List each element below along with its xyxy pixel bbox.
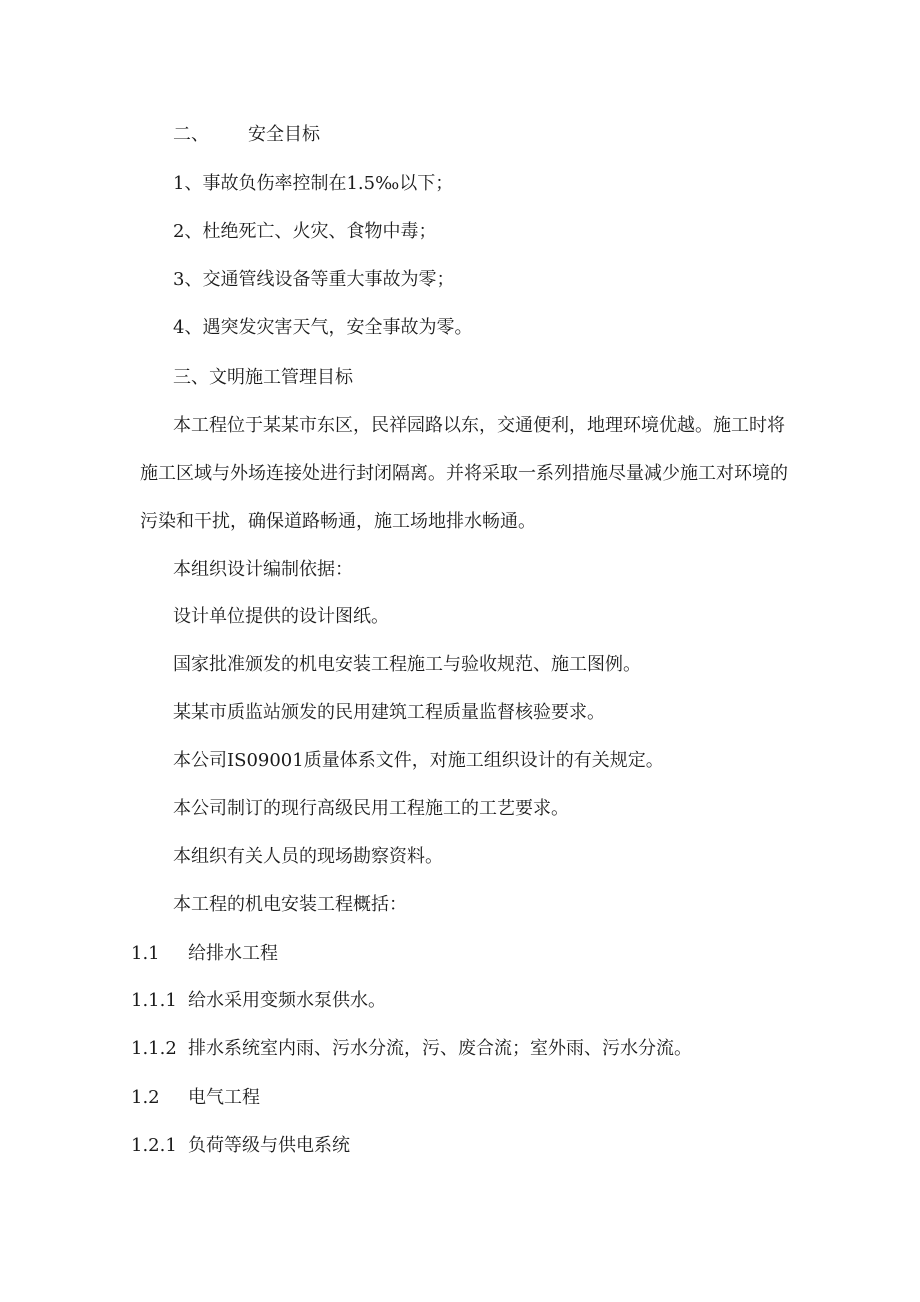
safety-item-4: 4、遇突发灾害天气，安全事故为零。 [173,317,473,338]
safety-item-2: 2、杜绝死亡、火灾、食物中毒； [173,221,437,242]
section2-marker: 二、 [173,124,209,145]
heading-number: 1.1 [131,943,160,964]
overview-heading: 本工程的机电安装工程概括： [173,894,407,915]
section2-title: 安全目标 [248,124,320,145]
safety-item-3: 3、交通管线设备等重大事故为零； [173,269,455,290]
safety-item-1: 1、事故负伤率控制在1.5‰以下； [173,173,454,194]
heading-text: 给水采用变频水泵供水。 [188,990,386,1011]
basis-item-5: 本公司制订的现行高级民用工程施工的工艺要求。 [173,798,569,819]
basis-item-4: 本公司IS09001质量体系文件，对施工组织设计的有关规定。 [173,750,664,771]
section3-title: 三、文明施工管理目标 [173,367,353,388]
basis-item-3: 某某市质监站颁发的民用建筑工程质量监督核验要求。 [173,702,605,723]
heading-text: 负荷等级与供电系统 [188,1135,350,1156]
heading-number: 1.2.1 [131,1135,177,1156]
basis-item-2: 国家批准颁发的机电安装工程施工与验收规范、施工图例。 [173,654,641,675]
heading-text: 给排水工程 [188,943,278,964]
heading-number: 1.1.2 [131,1038,177,1059]
basis-heading: 本组织设计编制依据： [173,559,353,580]
basis-item-1: 设计单位提供的设计图纸。 [173,606,389,627]
section3-para-line-1: 本工程位于某某市东区，民祥园路以东，交通便利，地理环境优越。施工时将 [173,415,785,436]
section3-para-line-3: 污染和干扰，确保道路畅通，施工场地排水畅通。 [140,511,536,532]
basis-item-6: 本组织有关人员的现场勘察资料。 [173,846,443,867]
heading-text: 排水系统室内雨、污水分流，污、废合流；室外雨、污水分流。 [188,1038,692,1059]
heading-number: 1.2 [131,1087,160,1108]
heading-number: 1.1.1 [131,990,177,1011]
section3-para-line-2: 施工区域与外场连接处进行封闭隔离。并将采取一系列措施尽量减少施工对环境的 [140,463,788,484]
heading-text: 电气工程 [188,1087,260,1108]
